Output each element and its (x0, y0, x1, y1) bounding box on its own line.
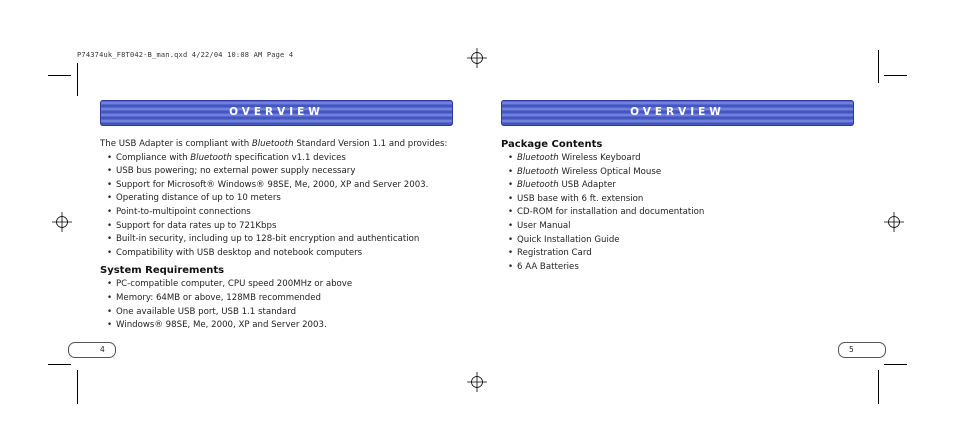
list-item: • Compatibility with USB desktop and notebook computers (100, 247, 460, 261)
list-item: • Compliance with Bluetooth specification v1.1 devices (100, 152, 460, 166)
crop-mark-bottom-left-horizontal (48, 364, 71, 365)
system-requirements-heading: System Requirements (100, 265, 225, 277)
feature-list (100, 152, 460, 261)
left-page-number: 4 (68, 342, 116, 358)
list-item: • Built-in security, including up to 128-bit encryption and authentication (100, 233, 460, 247)
list-item: • Support for data rates up to 721Kbps (100, 220, 460, 234)
crop-mark-bottom-right-horizontal (884, 364, 907, 365)
list-item: • Windows® 98SE, Me, 2000, XP and Server 2003. (100, 319, 460, 333)
list-item: • 6 AA Batteries (501, 261, 861, 275)
registration-mark-left-icon (52, 212, 72, 232)
list-item: • PC-compatible computer, CPU speed 200MHz or above (100, 278, 460, 292)
right-banner-title: OVERVIEW (630, 106, 725, 118)
list-item: • Bluetooth USB Adapter (501, 179, 861, 193)
list-item: • Registration Card (501, 247, 861, 261)
crop-mark-top-right-horizontal (884, 75, 907, 76)
list-item: • USB bus powering; no external power supply necessary (100, 165, 460, 179)
crop-mark-bottom-left-vertical (77, 370, 78, 404)
list-item: • USB base with 6 ft. extension (501, 193, 861, 207)
print-slug-line: P74374uk_F8T042-B_man.qxd 4/22/04 10:08 AM Page 4 (77, 51, 294, 59)
registration-mark-right-icon (884, 212, 904, 232)
crop-mark-top-right-vertical (878, 50, 879, 83)
left-page-content (100, 138, 460, 333)
crop-mark-top-left-horizontal (48, 75, 71, 76)
list-item: • Operating distance of up to 10 meters (100, 192, 460, 206)
list-item: • Bluetooth Wireless Optical Mouse (501, 166, 861, 180)
right-page-number: 5 (838, 342, 886, 358)
requirements-list (100, 278, 460, 332)
crop-mark-top-left-vertical (77, 63, 78, 96)
list-item: • Quick Installation Guide (501, 234, 861, 248)
list-item: • CD-ROM for installation and documentation (501, 206, 861, 220)
list-item: • Bluetooth Wireless Keyboard (501, 152, 861, 166)
package-list (501, 152, 861, 274)
crop-mark-bottom-right-vertical (878, 370, 879, 404)
list-item: • Support for Microsoft® Windows® 98SE, Me, 2000, XP and Server 2003. (100, 179, 460, 193)
list-item: • Memory: 64MB or above, 128MB recommended (100, 292, 460, 306)
right-page-content (501, 138, 861, 274)
registration-mark-top-icon (467, 48, 487, 68)
package-contents-heading: Package Contents (501, 139, 603, 150)
list-item: • User Manual (501, 220, 861, 234)
list-item: • One available USB port, USB 1.1 standard (100, 306, 460, 320)
registration-mark-bottom-icon (467, 372, 487, 392)
left-overview-banner (100, 100, 453, 126)
intro-paragraph: The USB Adapter is compliant with Bluetooth Standard Version 1.1 and provides: (100, 139, 448, 149)
right-overview-banner (501, 100, 854, 126)
left-banner-title: OVERVIEW (229, 106, 324, 118)
list-item: • Point-to-multipoint connections (100, 206, 460, 220)
